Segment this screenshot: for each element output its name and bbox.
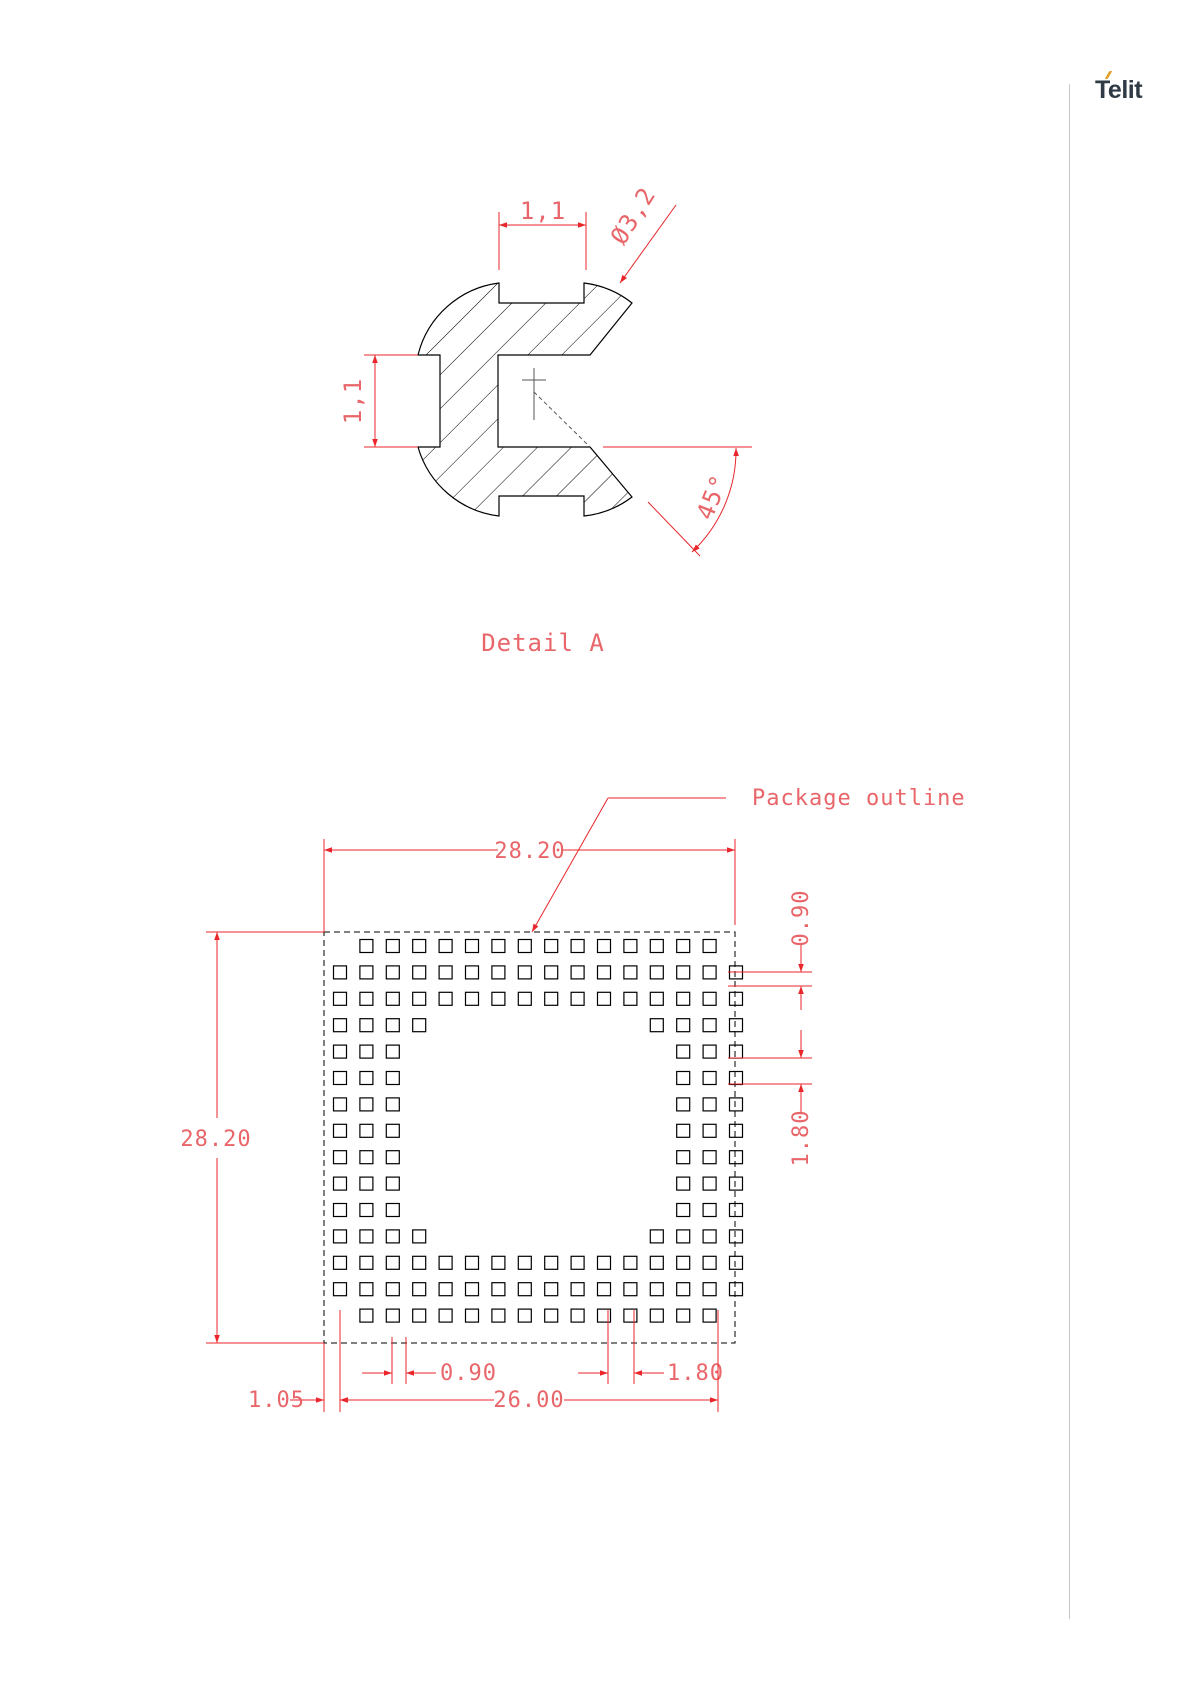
- solder-pad: [360, 1256, 373, 1269]
- solder-pad: [360, 940, 373, 953]
- solder-pad: [360, 1098, 373, 1111]
- solder-pad: [413, 966, 426, 979]
- solder-pad: [360, 1151, 373, 1164]
- solder-pad: [386, 1177, 399, 1190]
- solder-pad: [598, 1283, 611, 1296]
- solder-pad: [334, 992, 347, 1005]
- solder-pad: [545, 940, 558, 953]
- solder-pad: [571, 1283, 584, 1296]
- solder-pad: [545, 966, 558, 979]
- solder-pad: [466, 940, 479, 953]
- solder-pad: [492, 1309, 505, 1322]
- solder-pad: [677, 966, 690, 979]
- solder-pad: [677, 1072, 690, 1085]
- solder-pad: [677, 1019, 690, 1032]
- detail-a-hatched-section: [418, 283, 632, 516]
- solder-pad: [386, 1230, 399, 1243]
- solder-pad: [360, 1124, 373, 1137]
- solder-pad: [624, 940, 637, 953]
- solder-pad: [386, 1124, 399, 1137]
- solder-pad: [703, 1124, 716, 1137]
- solder-pad: [730, 1256, 743, 1269]
- footprint-span-label: 26.00: [493, 1388, 565, 1413]
- solder-pad: [386, 1045, 399, 1058]
- solder-pad: [571, 992, 584, 1005]
- solder-pad: [677, 1309, 690, 1322]
- solder-pad: [334, 1204, 347, 1217]
- solder-pad: [677, 1256, 690, 1269]
- solder-pad: [334, 1045, 347, 1058]
- solder-pad: [677, 1230, 690, 1243]
- solder-pad: [703, 1098, 716, 1111]
- solder-pad: [730, 1045, 743, 1058]
- solder-pad: [730, 1177, 743, 1190]
- solder-pad: [413, 1283, 426, 1296]
- solder-pad: [677, 940, 690, 953]
- solder-pad: [545, 992, 558, 1005]
- solder-pad: [677, 1151, 690, 1164]
- solder-pad: [334, 1019, 347, 1032]
- footprint-width-label: 28.20: [494, 839, 566, 864]
- logo-brand-text: Telit: [1095, 76, 1143, 104]
- solder-pad: [386, 940, 399, 953]
- solder-pad: [518, 992, 531, 1005]
- footprint-height-label: 28.20: [180, 1127, 252, 1152]
- solder-pad: [360, 966, 373, 979]
- solder-pad: [439, 1309, 452, 1322]
- package-outline-leader: [532, 798, 726, 932]
- solder-pad: [624, 966, 637, 979]
- footprint-drawing: [180, 786, 965, 1413]
- solder-pad: [334, 1072, 347, 1085]
- solder-pad: [703, 966, 716, 979]
- solder-pad: [334, 1124, 347, 1137]
- solder-pad: [466, 1283, 479, 1296]
- detail-a-drawing: [339, 182, 752, 657]
- solder-pad: [518, 1309, 531, 1322]
- solder-pad: [360, 1309, 373, 1322]
- pad-grid: [334, 940, 743, 1323]
- footprint-bottom-pitch-label: 0.90: [440, 1361, 497, 1386]
- solder-pad: [386, 966, 399, 979]
- solder-pad: [492, 992, 505, 1005]
- solder-pad: [518, 1283, 531, 1296]
- solder-pad: [360, 1204, 373, 1217]
- solder-pad: [650, 1283, 663, 1296]
- solder-pad: [598, 992, 611, 1005]
- solder-pad: [624, 992, 637, 1005]
- solder-pad: [360, 992, 373, 1005]
- detail-a-center-mark: [522, 368, 590, 447]
- solder-pad: [439, 940, 452, 953]
- footprint-right-pitch-dimension: [728, 944, 812, 1010]
- solder-pad: [677, 1283, 690, 1296]
- solder-pad: [703, 1204, 716, 1217]
- solder-pad: [439, 966, 452, 979]
- solder-pad: [518, 966, 531, 979]
- solder-pad: [677, 1204, 690, 1217]
- solder-pad: [413, 1256, 426, 1269]
- solder-pad: [624, 1283, 637, 1296]
- solder-pad: [730, 1019, 743, 1032]
- solder-pad: [492, 940, 505, 953]
- solder-pad: [360, 1072, 373, 1085]
- solder-pad: [730, 1230, 743, 1243]
- solder-pad: [730, 1072, 743, 1085]
- solder-pad: [730, 1204, 743, 1217]
- solder-pad: [571, 966, 584, 979]
- solder-pad: [650, 1309, 663, 1322]
- solder-pad: [571, 1309, 584, 1322]
- solder-pad: [650, 940, 663, 953]
- solder-pad: [466, 966, 479, 979]
- solder-pad: [518, 1256, 531, 1269]
- solder-pad: [703, 1309, 716, 1322]
- solder-pad: [703, 1230, 716, 1243]
- solder-pad: [334, 1151, 347, 1164]
- solder-pad: [386, 1204, 399, 1217]
- solder-pad: [677, 1124, 690, 1137]
- solder-pad: [650, 966, 663, 979]
- solder-pad: [466, 992, 479, 1005]
- solder-pad: [677, 1177, 690, 1190]
- solder-pad: [334, 1256, 347, 1269]
- footprint-bottom-gap-label: 1.80: [667, 1361, 724, 1386]
- solder-pad: [386, 1151, 399, 1164]
- detail-a-angle-label: 45°: [690, 470, 735, 524]
- solder-pad: [598, 966, 611, 979]
- solder-pad: [730, 992, 743, 1005]
- solder-pad: [703, 1019, 716, 1032]
- solder-pad: [360, 1019, 373, 1032]
- solder-pad: [703, 1283, 716, 1296]
- solder-pad: [413, 1309, 426, 1322]
- footprint-right-pitch-label: 0.90: [789, 889, 814, 947]
- package-outline: [324, 932, 735, 1343]
- solder-pad: [413, 1230, 426, 1243]
- solder-pad: [360, 1177, 373, 1190]
- solder-pad: [492, 966, 505, 979]
- solder-pad: [413, 940, 426, 953]
- solder-pad: [386, 1072, 399, 1085]
- solder-pad: [360, 1283, 373, 1296]
- solder-pad: [386, 1256, 399, 1269]
- solder-pad: [545, 1256, 558, 1269]
- solder-pad: [334, 1177, 347, 1190]
- solder-pad: [624, 1256, 637, 1269]
- solder-pad: [730, 1283, 743, 1296]
- solder-pad: [386, 1309, 399, 1322]
- solder-pad: [439, 1283, 452, 1296]
- solder-pad: [439, 992, 452, 1005]
- solder-pad: [703, 1151, 716, 1164]
- footprint-offset-label: 1.05: [248, 1388, 305, 1413]
- detail-a-top-dim-label: 1,1: [519, 197, 567, 225]
- solder-pad: [334, 1230, 347, 1243]
- solder-pad: [703, 1256, 716, 1269]
- solder-pad: [492, 1256, 505, 1269]
- solder-pad: [334, 1283, 347, 1296]
- solder-pad: [703, 1045, 716, 1058]
- solder-pad: [650, 1230, 663, 1243]
- solder-pad: [360, 1045, 373, 1058]
- solder-pad: [386, 992, 399, 1005]
- solder-pad: [334, 966, 347, 979]
- detail-a-left-dimension: [364, 355, 418, 447]
- solder-pad: [730, 1098, 743, 1111]
- footprint-bottom-gap-dimension: [578, 1310, 664, 1384]
- solder-pad: [650, 992, 663, 1005]
- solder-pad: [571, 1256, 584, 1269]
- solder-pad: [703, 940, 716, 953]
- solder-pad: [466, 1256, 479, 1269]
- solder-pad: [518, 940, 531, 953]
- footprint-bottom-pitch-dimension: [362, 1337, 436, 1384]
- solder-pad: [677, 1098, 690, 1111]
- solder-pad: [703, 1072, 716, 1085]
- solder-pad: [598, 1309, 611, 1322]
- solder-pad: [386, 1019, 399, 1032]
- solder-pad: [571, 940, 584, 953]
- solder-pad: [545, 1283, 558, 1296]
- solder-pad: [730, 1151, 743, 1164]
- solder-pad: [386, 1283, 399, 1296]
- solder-pad: [334, 1098, 347, 1111]
- solder-pad: [386, 1098, 399, 1111]
- footprint-right-gap-label: 1.80: [789, 1109, 814, 1167]
- solder-pad: [624, 1309, 637, 1322]
- solder-pad: [439, 1256, 452, 1269]
- solder-pad: [703, 1177, 716, 1190]
- solder-pad: [730, 1124, 743, 1137]
- solder-pad: [545, 1309, 558, 1322]
- solder-pad: [413, 1019, 426, 1032]
- detail-a-caption: Detail A: [481, 629, 605, 657]
- solder-pad: [677, 992, 690, 1005]
- detail-a-left-dim-label: 1,1: [339, 377, 367, 425]
- solder-pad: [598, 940, 611, 953]
- solder-pad: [650, 1256, 663, 1269]
- solder-pad: [677, 1045, 690, 1058]
- package-outline-label: Package outline: [752, 786, 966, 811]
- solder-pad: [413, 992, 426, 1005]
- solder-pad: [650, 1019, 663, 1032]
- detail-a-diameter-label: Ø3,2: [604, 182, 662, 250]
- solder-pad: [360, 1230, 373, 1243]
- solder-pad: [598, 1256, 611, 1269]
- solder-pad: [703, 992, 716, 1005]
- solder-pad: [466, 1309, 479, 1322]
- solder-pad: [492, 1283, 505, 1296]
